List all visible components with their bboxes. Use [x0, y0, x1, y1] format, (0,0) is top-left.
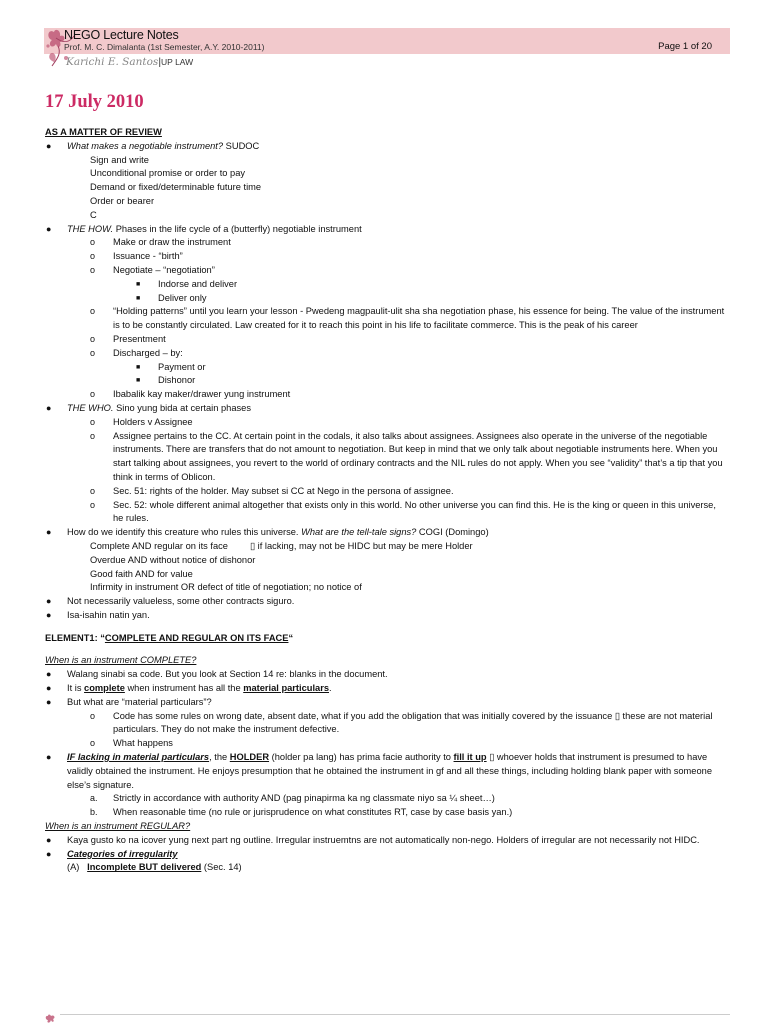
list-item: [45, 806, 725, 820]
item-text: Dishonor: [158, 375, 196, 386]
list-item: Demand or fixed/determinable future time: [90, 182, 262, 193]
footer-divider: [60, 1014, 730, 1015]
list-item: [45, 792, 725, 806]
item-note: ▯ if lacking, may not be HIDC but may be mere Holder: [249, 540, 473, 551]
circle-bullet-icon: o: [90, 264, 96, 275]
circle-bullet-icon: o: [90, 485, 96, 496]
list-item: [45, 595, 725, 609]
page-header: [44, 24, 730, 69]
list-item: [45, 402, 725, 416]
list-item: [45, 374, 725, 388]
item-text: Deliver only: [158, 292, 207, 303]
item-text: Negotiate – “negotiation”: [113, 264, 215, 275]
spacer: [45, 623, 725, 632]
item-text: What happens: [113, 738, 173, 749]
circle-bullet-icon: o: [90, 416, 96, 427]
author-name: Karichi E. Santos: [66, 56, 159, 68]
header-separator: |: [158, 56, 162, 68]
item-text: Not necessarily valueless, some other contracts siguro.: [67, 596, 295, 607]
lecture-date: 17 July 2010: [45, 92, 144, 112]
list-item: [45, 250, 725, 264]
list-item: [45, 696, 725, 710]
header-professor: Prof. M. C. Dimalanta (1st Semester, A.Y. 2010-2011): [64, 42, 265, 52]
circle-bullet-icon: o: [90, 738, 96, 749]
bullet-icon: ●: [46, 848, 52, 859]
sudoc-text: SUDOC: [223, 140, 260, 151]
list-item: Sign and write: [90, 154, 149, 165]
section-heading-review: AS A MATTER OF REVIEW: [45, 127, 162, 137]
list-item: [45, 540, 725, 554]
bullet-icon: ●: [46, 140, 52, 151]
item-text: Walang sinabi sa code. But you look at Section 14 re: blanks in the document.: [67, 669, 388, 680]
item-text: Isa-isahin natin yan.: [67, 609, 150, 620]
document-body: [45, 126, 725, 875]
list-item: [45, 333, 725, 347]
list-item: [45, 305, 725, 333]
bullet-icon: ●: [46, 609, 52, 620]
list-item: [45, 361, 725, 375]
list-item: [45, 710, 725, 738]
list-item: [45, 485, 725, 499]
list-item: [45, 347, 725, 361]
circle-bullet-icon: o: [90, 237, 96, 248]
heading-text: ELEMENT1: “: [45, 632, 105, 643]
item-text: “Holding patterns” until you learn your lesson - Pwedeng magpaulit-ulit sha sha negotiation phase, his essence for being. The value of the instrument is to be constantly circulated. Law created for it to reach this point in his life to facilitate commerce. This is the peak of his career: [113, 306, 725, 331]
heading-text: “: [288, 632, 294, 643]
question-text: What makes a negotiable instrument?: [67, 140, 224, 151]
item-text: Payment or: [158, 361, 206, 372]
how-text: Phases in the life cycle of a (butterfly) negotiable instrument: [113, 223, 362, 234]
circle-bullet-icon: o: [90, 251, 96, 262]
bullet-icon: ●: [46, 669, 52, 680]
spacer: [45, 645, 725, 654]
heading-text: COMPLETE AND REGULAR ON ITS FACE: [104, 632, 289, 643]
list-item: Good faith AND for value: [90, 568, 193, 579]
list-item: [45, 737, 725, 751]
school-name: UP LAW: [161, 57, 194, 67]
item-text: fill it up: [453, 752, 487, 763]
item-text: What are the tell-tale signs?: [301, 527, 417, 538]
item-text: Presentment: [113, 333, 166, 344]
item-text: complete: [84, 683, 125, 694]
item-text: HOLDER: [229, 752, 270, 763]
circle-bullet-icon: o: [90, 710, 96, 721]
item-text: Strictly in accordance with authority AND (pag pinapirma ka ng classmate niyo sa ¼ sheet…): [113, 793, 495, 804]
item-text: Ibabalik kay maker/drawer yung instrument: [113, 389, 291, 400]
list-item: [45, 140, 725, 154]
category-marker: (A): [67, 862, 80, 873]
item-text: Code has some rules on wrong date, absent date, what if you add the obligation that was initially covered by the issuance ▯ these are not material particulars. They do not make the instrument defective.: [113, 710, 713, 735]
bullet-icon: ●: [46, 223, 52, 234]
bullet-icon: ●: [46, 834, 52, 845]
item-text: But what are “material particulars”?: [67, 696, 212, 707]
list-item: [45, 416, 725, 430]
circle-bullet-icon: o: [90, 306, 96, 317]
item-text: Holders v Assignee: [113, 416, 193, 427]
item-text: .: [329, 683, 332, 694]
list-item: Order or bearer: [90, 195, 155, 206]
item-text: material particulars: [243, 683, 329, 694]
bullet-icon: ●: [46, 752, 52, 763]
list-item: [45, 236, 725, 250]
item-text: Incomplete BUT delivered: [87, 862, 202, 873]
list-item: [45, 861, 725, 875]
item-text: It is: [67, 683, 85, 694]
alpha-marker: b.: [90, 807, 98, 818]
item-text: Sec. 52: whole different animal altogether that exists only in this world. No other universe you can find this. He is the king or queen in this universe, he rules.: [113, 499, 716, 524]
item-text: Complete AND regular on its face: [90, 540, 228, 551]
bullet-icon: ●: [46, 527, 52, 538]
list-item: [45, 264, 725, 278]
who-label: THE WHO.: [67, 402, 114, 413]
item-text: Sec. 51: rights of the holder. May subset si CC at Nego in the persona of assignee.: [113, 485, 454, 496]
bullet-icon: ●: [46, 683, 52, 694]
circle-bullet-icon: o: [90, 347, 96, 358]
circle-bullet-icon: o: [90, 389, 96, 400]
bullet-icon: ●: [46, 696, 52, 707]
how-label: THE HOW.: [67, 223, 114, 234]
circle-bullet-icon: o: [90, 499, 96, 510]
list-item: [45, 223, 725, 237]
item-text: Make or draw the instrument: [113, 237, 231, 248]
list-item: [45, 668, 725, 682]
list-item: [45, 278, 725, 292]
item-text: ▯ whoever holds that instrument is presumed to have validly obtained the instrument. He enjoys presumption that he obtained the instrument in gf and all these things, including holding blank paper with someone else’s signature.: [67, 752, 712, 790]
list-item: [45, 526, 725, 540]
list-item: [45, 848, 725, 862]
list-item: Unconditional promise or order to pay: [90, 168, 246, 179]
bullet-icon: ●: [46, 402, 52, 413]
bullet-icon: ●: [46, 596, 52, 607]
subheading-regular: When is an instrument REGULAR?: [45, 821, 191, 832]
list-item: [45, 682, 725, 696]
page-number: Page 1 of 20: [658, 41, 712, 52]
square-bullet-icon: ■: [136, 294, 141, 302]
list-item: C: [90, 209, 97, 220]
circle-bullet-icon: o: [90, 430, 96, 441]
item-text: When reasonable time (no rule or jurisprudence on what constitutes RT, case by case basis yan.): [113, 807, 513, 818]
header-author-line: [66, 56, 193, 68]
list-item: [45, 430, 725, 485]
item-text: IF lacking in material particulars: [67, 752, 210, 763]
section-heading-element1: [45, 632, 725, 646]
item-text: Indorse and deliver: [158, 278, 238, 289]
alpha-marker: a.: [90, 793, 98, 804]
square-bullet-icon: ■: [136, 377, 141, 385]
item-text: How do we identify this creature who rules this universe.: [67, 527, 302, 538]
item-text: , the: [209, 752, 230, 763]
list-item: Infirmity in instrument OR defect of title of negotiation; no notice of: [90, 582, 362, 593]
item-text: Kaya gusto ko na icover yung next part ng outline. Irregular instruemtns are not automatically non-nego. Holders of irregular are not necessarily not HIDC.: [67, 834, 700, 845]
list-item: [45, 834, 725, 848]
list-item: [45, 499, 725, 527]
header-title: NEGO Lecture Notes: [64, 28, 179, 42]
item-text: Issuance - “birth”: [113, 251, 183, 262]
list-item: [45, 388, 725, 402]
list-item: [45, 751, 725, 792]
item-text: Discharged – by:: [113, 347, 183, 358]
square-bullet-icon: ■: [136, 280, 141, 288]
item-text: Categories of irregularity: [67, 848, 178, 859]
item-text: Assignee pertains to the CC. At certain point in the codals, it also talks about assignees. Assignees also operate in the universe of the negotiable instruments. There are transfers that do not amount to negotiation. But keep in mind that we only talk about negotiable instruments here. When you start talking about assignees, you revert to the world of ordinary contracts and the NIL rules do not apply. When you see “validity” that’s a tip that you think in terms of Oblicon.: [113, 430, 723, 482]
list-item: [45, 292, 725, 306]
footer-butterfly-icon: [44, 1014, 66, 1024]
circle-bullet-icon: o: [90, 333, 96, 344]
square-bullet-icon: ■: [136, 363, 141, 371]
list-item: [45, 609, 725, 623]
list-item: Overdue AND without notice of dishonor: [90, 554, 256, 565]
item-text: (Sec. 14): [201, 862, 242, 873]
who-text: Sino yung bida at certain phases: [113, 402, 251, 413]
subheading-complete: When is an instrument COMPLETE?: [45, 655, 197, 666]
item-text: when instrument has all the: [124, 683, 244, 694]
item-text: COGI (Domingo): [416, 527, 489, 538]
item-text: (holder pa lang) has prima facie authority to: [269, 752, 454, 763]
